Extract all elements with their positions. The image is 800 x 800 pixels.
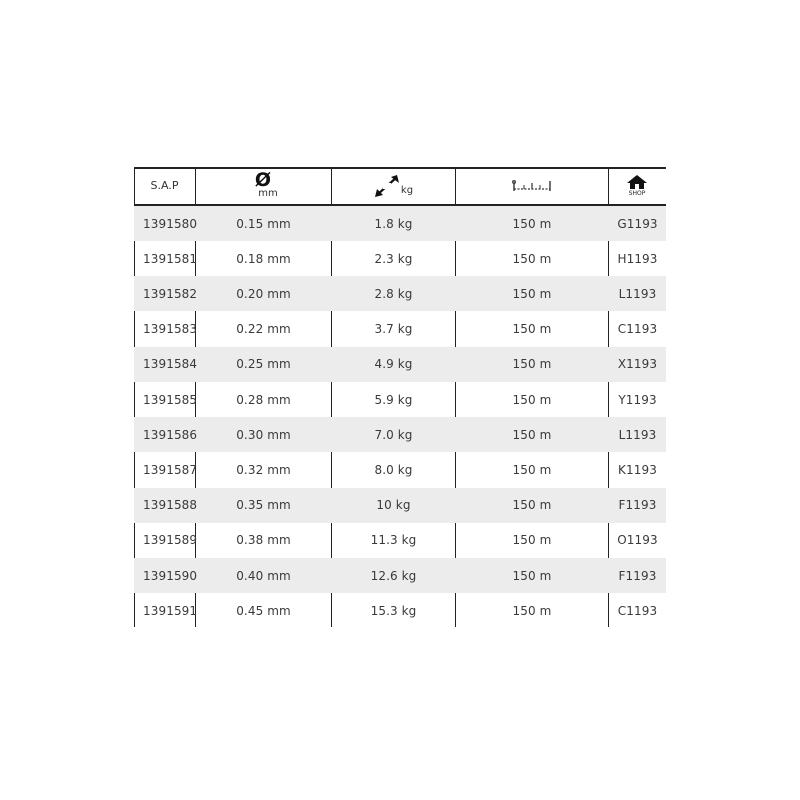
table-row [134, 488, 666, 523]
header-length [455, 167, 608, 204]
cell-diameter: 0.25 mm [236, 357, 291, 372]
cell-sap: 1391588 [143, 498, 198, 513]
cell-diameter: 0.45 mm [236, 603, 291, 618]
cell-strength: 4.9 kg [374, 357, 413, 372]
cell-length: 150 m [512, 498, 552, 513]
cell-length: 150 m [512, 462, 552, 477]
cell-shop-code: F1193 [618, 498, 657, 513]
cell-length: 150 m [512, 533, 552, 548]
home-shop-icon [626, 174, 648, 190]
cell-length: 150 m [512, 322, 552, 337]
header-sap [134, 167, 195, 204]
diameter-unit: mm [258, 188, 278, 199]
cell-sap: 1391585 [143, 392, 198, 407]
diameter-icon: Ø [254, 169, 272, 191]
cell-strength: 2.8 kg [374, 286, 413, 301]
table-row [134, 241, 666, 276]
cell-diameter: 0.38 mm [236, 533, 291, 548]
cell-shop-code: F1193 [618, 568, 657, 583]
header-strength [331, 167, 455, 204]
cell-shop-code: Y1193 [618, 392, 657, 407]
table-row [134, 312, 666, 347]
table-row [134, 276, 666, 311]
header-shop [608, 167, 666, 204]
table-row [134, 347, 666, 382]
cell-diameter: 0.18 mm [236, 251, 291, 266]
cell-length: 150 m [512, 427, 552, 442]
cell-strength: 12.6 kg [370, 568, 417, 583]
cell-length: 150 m [512, 568, 552, 583]
cell-length: 150 m [512, 603, 552, 618]
cell-shop-code: L1193 [618, 427, 657, 442]
cell-shop-code: G1193 [617, 216, 658, 231]
cell-strength: 15.3 kg [370, 603, 417, 618]
cell-diameter: 0.15 mm [236, 216, 291, 231]
table-row [134, 382, 666, 417]
cell-strength: 7.0 kg [374, 427, 413, 442]
cell-sap: 1391583 [143, 322, 198, 337]
cell-diameter: 0.32 mm [236, 462, 291, 477]
cell-diameter: 0.35 mm [236, 498, 291, 513]
cell-diameter: 0.20 mm [236, 286, 291, 301]
diagonal-arrows-icon [373, 173, 401, 199]
cell-strength: 10 kg [376, 498, 411, 513]
cell-length: 150 m [512, 251, 552, 266]
cell-strength: 1.8 kg [374, 216, 413, 231]
cell-shop-code: H1193 [617, 251, 658, 266]
cell-sap: 1391580 [143, 216, 198, 231]
table-row [134, 452, 666, 487]
cell-shop-code: L1193 [618, 286, 657, 301]
cell-strength: 5.9 kg [374, 392, 413, 407]
cell-diameter: 0.40 mm [236, 568, 291, 583]
cell-sap: 1391589 [143, 533, 198, 548]
table-row [134, 206, 666, 241]
cell-length: 150 m [512, 286, 552, 301]
cell-shop-code: C1193 [617, 603, 658, 618]
ruler-length-icon [512, 179, 552, 193]
cell-shop-code: K1193 [618, 462, 657, 477]
cell-diameter: 0.30 mm [236, 427, 291, 442]
cell-diameter: 0.22 mm [236, 322, 291, 337]
cell-strength: 11.3 kg [370, 533, 417, 548]
cell-length: 150 m [512, 216, 552, 231]
cell-sap: 1391586 [143, 427, 198, 442]
cell-sap: 1391587 [143, 462, 198, 477]
cell-shop-code: O1193 [617, 533, 658, 548]
strength-unit: kg [400, 185, 414, 196]
header-diameter [195, 167, 331, 204]
cell-diameter: 0.28 mm [236, 392, 291, 407]
table-row [134, 417, 666, 452]
cell-sap: 1391591 [143, 603, 198, 618]
shop-label: SHOP [628, 190, 646, 197]
cell-shop-code: C1193 [617, 322, 658, 337]
table-row [134, 593, 666, 628]
cell-sap: 1391582 [143, 286, 198, 301]
header-sap-label: S.A.P [150, 179, 179, 192]
table-row [134, 558, 666, 593]
table-row [134, 523, 666, 558]
cell-shop-code: X1193 [617, 357, 658, 372]
cell-strength: 8.0 kg [374, 462, 413, 477]
cell-length: 150 m [512, 392, 552, 407]
cell-strength: 2.3 kg [374, 251, 413, 266]
cell-length: 150 m [512, 357, 552, 372]
cell-strength: 3.7 kg [374, 322, 413, 337]
cell-sap: 1391584 [143, 357, 198, 372]
product-specs-table [134, 167, 666, 627]
cell-sap: 1391590 [143, 568, 198, 583]
cell-sap: 1391581 [143, 251, 198, 266]
